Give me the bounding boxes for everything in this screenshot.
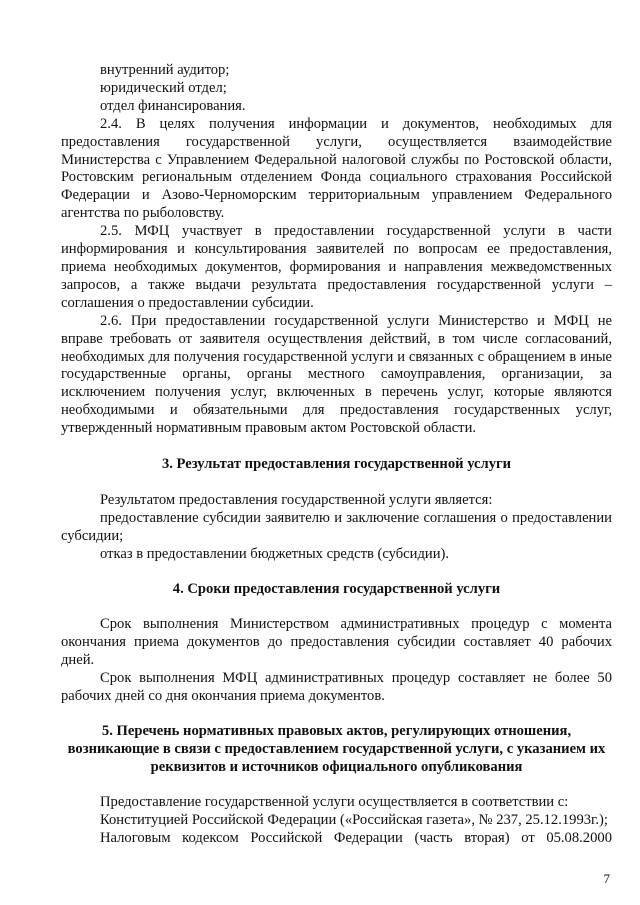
section-5-item-constitution: Конституцией Российской Федерации («Российская газета», № 237, 25.12.1993г.); [100, 811, 608, 828]
section-5-item-tax-code: Налоговым кодексом Российской Федерации (часть вторая) от 05.08.2000 [100, 829, 612, 846]
section-4-ministry-term: Срок выполнения Министерством административных процедур с момента окончания приема документов до предоставления субсидии составляет 40 рабочих дней. [61, 616, 612, 669]
document-body [61, 62, 612, 847]
paragraph-2-5: 2.5. МФЦ участвует в предоставлении государственной услуги в части информирования и консультирования заявителей по вопросам ее предоставления, приема необходимых документов, формирования и направления межведомственных запросов, а также выдачи результата предоставления государственной услуги – соглашения о предоставлении субсидии. [61, 223, 612, 311]
section-4-mfc-term: Срок выполнения МФЦ административных процедур составляет не более 50 рабочих дней со дня окончания приема документов. [61, 670, 612, 705]
list-item-finance-department: отдел финансирования. [100, 97, 246, 114]
section-5-heading: 5. Перечень нормативных правовых актов, регулирующих отношения, возникающие в связи с предоставлением государственной услуги, с указанием их реквизитов и источников официального опубликования [67, 723, 606, 775]
list-item-internal-auditor: внутренний аудитор; [100, 62, 230, 78]
list-item-legal-department: юридический отдел; [100, 79, 227, 96]
paragraph-2-4: 2.4. В целях получения информации и документов, необходимых для предоставления государственной услуги, осуществляется взаимодействие Министерства с Управлением Федеральной налоговой службы по Ростовской области, Ростовским региональным отделением Фонда социального страхования Российской Федерации и Азово-Черноморским территориальным управлением Федерального агентства по рыболовству. [61, 115, 612, 222]
paragraph-2-6: 2.6. При предоставлении государственной услуги Министерство и МФЦ не вправе требовать от заявителя осуществления действий, в том числе согласований, необходимых для получения государственной услуги и связанных с обращением в иные государственные органы, органы местного самоуправления, организации, за исключением получения услуг, включенных в перечень услуг, которые являются необходимыми и обязательными для предоставления государственных услуг, утвержденный нормативным правовым актом Ростовской области. [61, 312, 612, 437]
section-3-item-subsidy: предоставление субсидии заявителю и заключение соглашения о предоставлении субсидии; [61, 509, 612, 544]
section-5-intro: Предоставление государственной услуги осуществляется в соответствии с: [100, 793, 569, 810]
section-3-intro: Результатом предоставления государственной услуги является: [100, 491, 493, 508]
section-3-heading: 3. Результат предоставления государственной услуги [161, 456, 512, 473]
page-number: 7 [603, 871, 610, 886]
section-4-heading: 4. Сроки предоставления государственной услуги [172, 580, 501, 597]
section-3-item-refusal: отказ в предоставлении бюджетных средств (субсидии). [100, 545, 450, 562]
